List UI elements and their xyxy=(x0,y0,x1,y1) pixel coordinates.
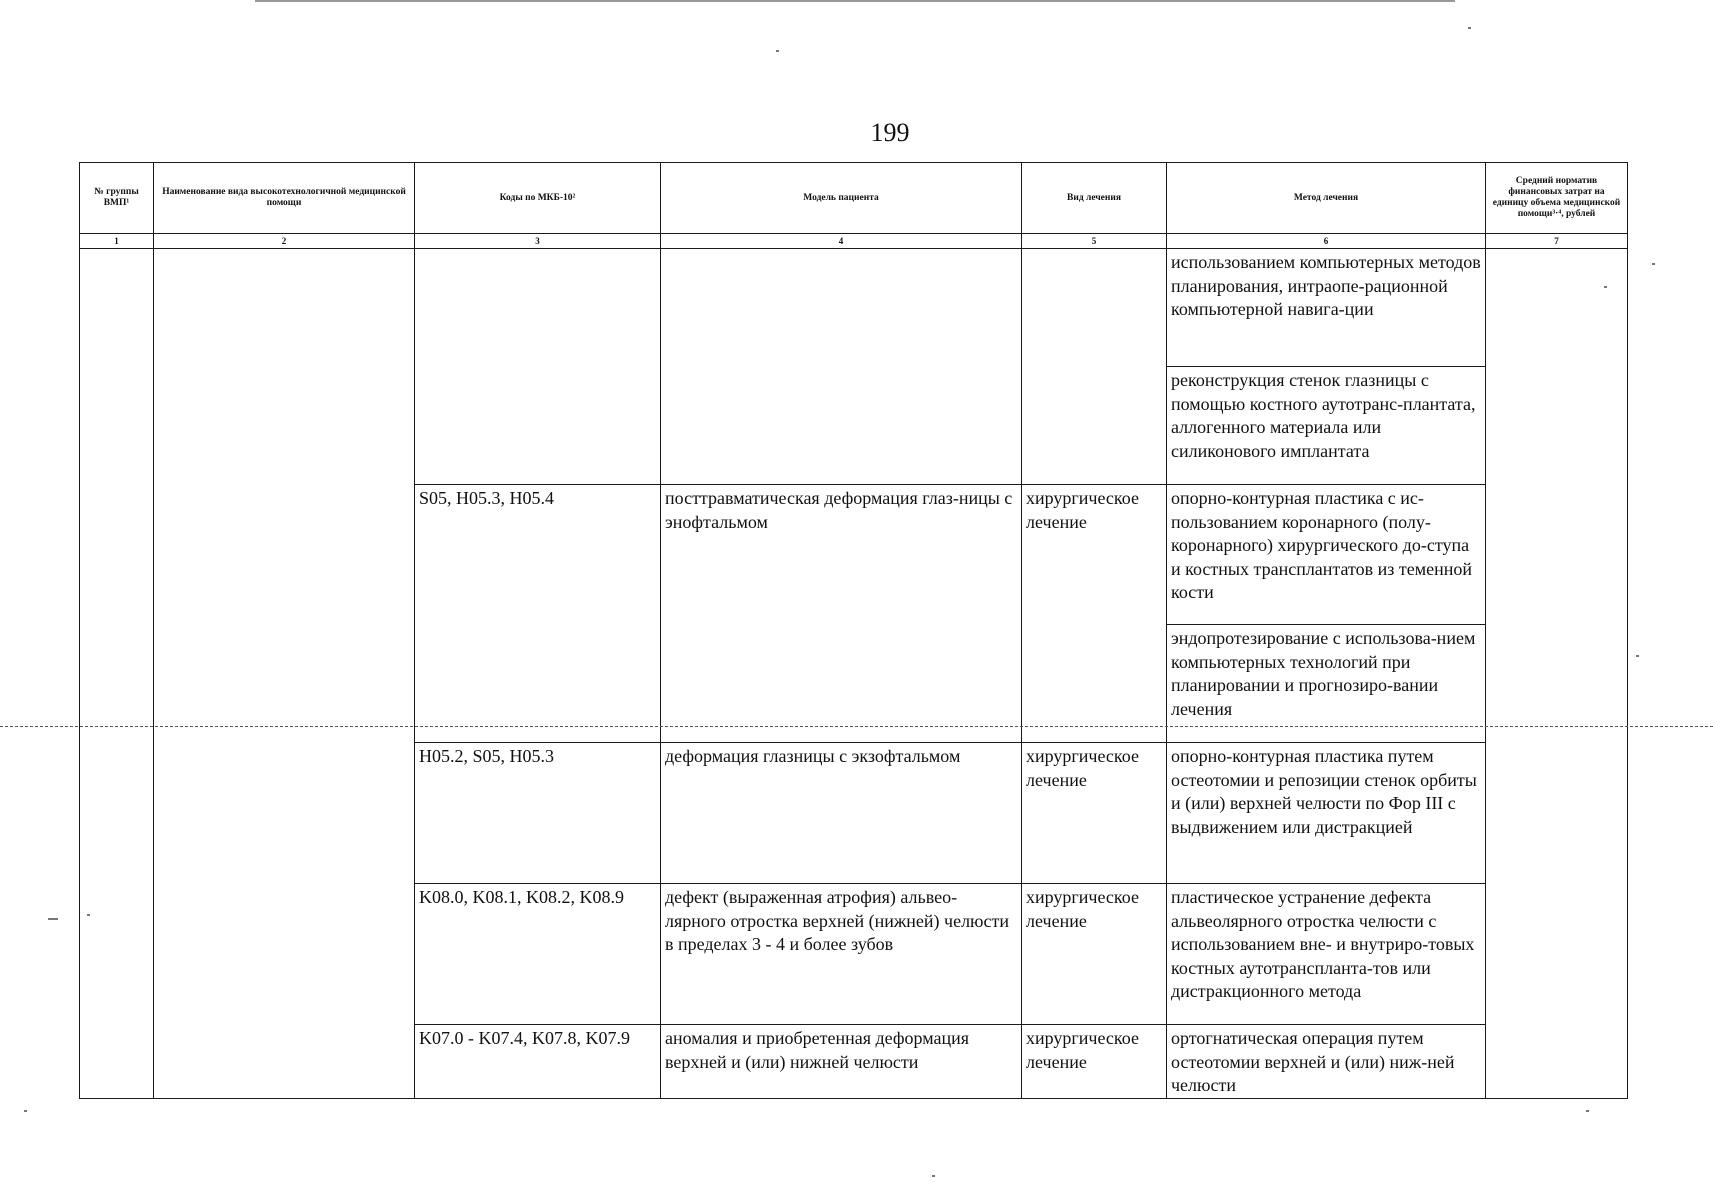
method-cell: опорно-контурная пластика с ис-пользованием коронарного (полу-коронарного) хирургического до-ступа и костных трансплантатов из теменной кости xyxy=(1167,485,1486,625)
method-cell: опорно-контурная пластика путем остеотомии и репозиции стенок орбиты и (или) верхней челюсти по Фор III с выдвижением или дистракцией xyxy=(1167,743,1486,884)
page-number: 199 xyxy=(870,118,910,147)
care-type-cell xyxy=(154,249,415,1099)
column-number: 5 xyxy=(1022,234,1167,249)
column-number: 1 xyxy=(80,234,154,249)
treatment-type-cell: хирургическое лечение xyxy=(1022,743,1167,884)
codes-cell: S05, H05.3, H05.4 xyxy=(415,485,661,743)
method-cell: использованием компьютерных методов планирования, интраопе-рационной компьютерной навига-ции xyxy=(1167,249,1486,367)
header-treatment-type: Вид лечения xyxy=(1022,163,1167,234)
group-number-cell xyxy=(80,249,154,1099)
scan-speck xyxy=(1652,263,1655,265)
scan-speck xyxy=(87,914,90,916)
column-number: 7 xyxy=(1486,234,1628,249)
page-join-dashes xyxy=(0,726,1713,727)
scan-speck xyxy=(48,918,58,920)
treatment-type-cell: хирургическое лечение xyxy=(1022,485,1167,743)
header-group-number: № группы ВМП¹ xyxy=(80,163,154,234)
scan-speck xyxy=(1636,655,1639,657)
column-number: 3 xyxy=(415,234,661,249)
method-cell: ортогнатическая операция путем остеотомии верхней и (или) ниж-ней челюсти xyxy=(1167,1025,1486,1099)
cost-norm-cell xyxy=(1486,249,1628,1099)
scan-speck xyxy=(932,1175,935,1177)
patient-model-cell xyxy=(661,249,1022,485)
header-cost-norm: Средний норматив финансовых затрат на единицу объема медицинской помощи³·⁴, рублей xyxy=(1486,163,1628,234)
column-number: 2 xyxy=(154,234,415,249)
top-edge-rule xyxy=(255,0,1455,2)
method-cell: эндопротезирование с использова-нием компьютерных технологий при планировании и прогнозиро-вании лечения xyxy=(1167,625,1486,743)
scan-speck xyxy=(24,1110,27,1112)
treatment-type-cell: хирургическое лечение xyxy=(1022,884,1167,1025)
codes-cell: H05.2, S05, H05.3 xyxy=(415,743,661,884)
method-cell: пластическое устранение дефекта альвеолярного отростка челюсти с использованием вне- и внутриро-товых костных аутотранспланта-тов или дистракционного метода xyxy=(1167,884,1486,1025)
scan-speck xyxy=(1586,1110,1589,1112)
vmp-table xyxy=(79,162,1628,1099)
patient-model-cell: посттравматическая деформация глаз-ницы с энофтальмом xyxy=(661,485,1022,743)
patient-model-cell: дефект (выраженная атрофия) альвео-лярного отростка верхней (нижней) челюсти в пределах 3 - 4 и более зубов xyxy=(661,884,1022,1025)
treatment-type-cell: хирургическое лечение xyxy=(1022,1025,1167,1099)
patient-model-cell: деформация глазницы с экзофтальмом xyxy=(661,743,1022,884)
scan-speck xyxy=(1604,286,1607,288)
codes-cell: K07.0 - K07.4, K07.8, K07.9 xyxy=(415,1025,661,1099)
header-icd-codes: Коды по МКБ-10² xyxy=(415,163,661,234)
header-care-type: Наименование вида высокотехнологичной медицинской помощи xyxy=(154,163,415,234)
column-number-row xyxy=(80,234,1628,249)
header-patient-model: Модель пациента xyxy=(661,163,1022,234)
treatment-type-cell xyxy=(1022,249,1167,485)
codes-cell: K08.0, K08.1, K08.2, K08.9 xyxy=(415,884,661,1025)
table-row xyxy=(80,249,1628,367)
header-row xyxy=(80,163,1628,234)
header-treatment-method: Метод лечения xyxy=(1167,163,1486,234)
patient-model-cell: аномалия и приобретенная деформация верхней и (или) нижней челюсти xyxy=(661,1025,1022,1099)
scan-speck xyxy=(1468,27,1471,29)
codes-cell xyxy=(415,249,661,485)
method-cell: реконструкция стенок глазницы с помощью костного аутотранс-плантата, аллогенного материала или силиконового имплантата xyxy=(1167,367,1486,485)
column-number: 4 xyxy=(661,234,1022,249)
scan-speck xyxy=(776,50,779,52)
column-number: 6 xyxy=(1167,234,1486,249)
